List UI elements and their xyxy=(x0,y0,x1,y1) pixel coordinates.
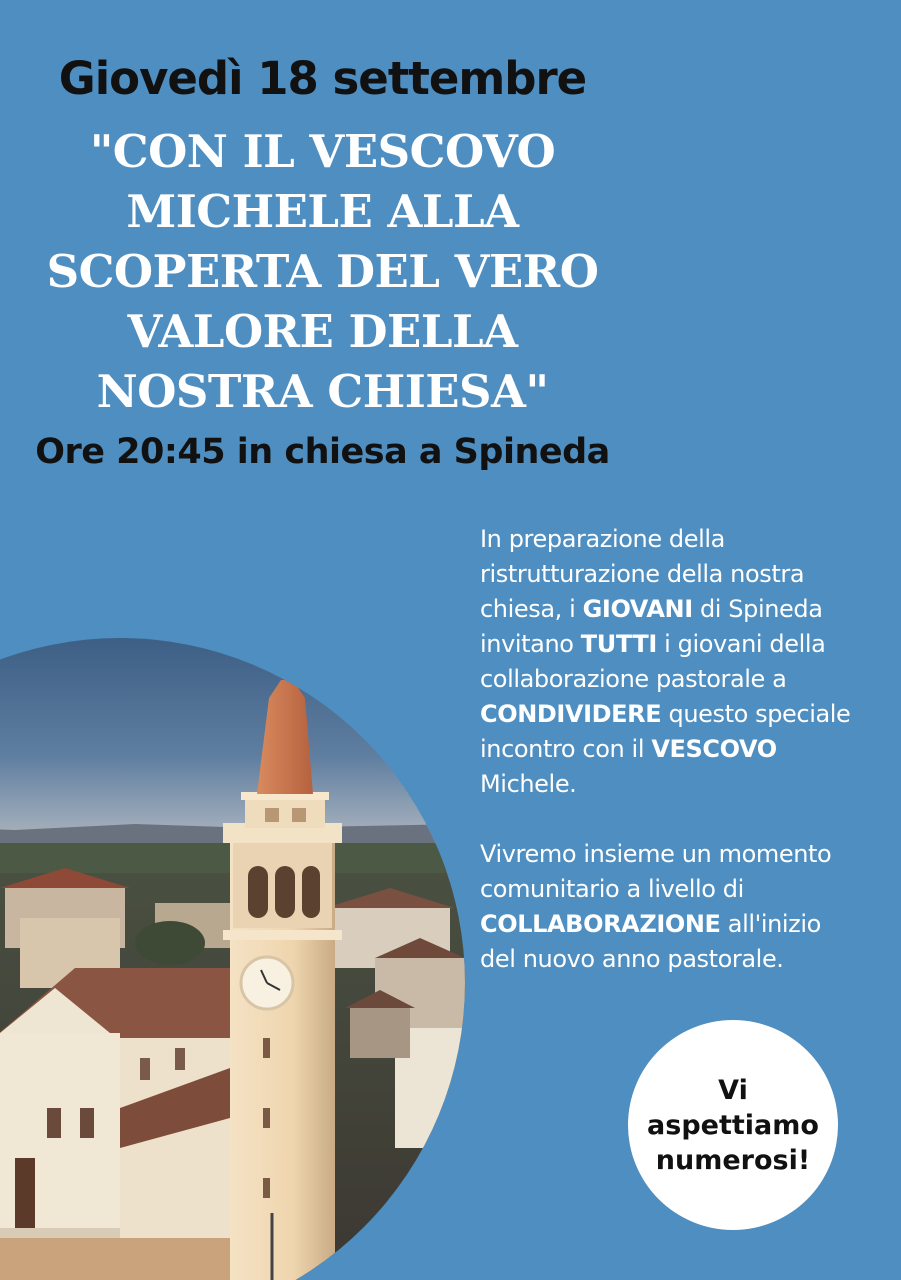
event-title xyxy=(30,122,615,422)
description-line: Michele. xyxy=(480,770,577,798)
title-line: NOSTRA CHIESA" xyxy=(96,365,549,418)
description-line: CONDIVIDERE questo speciale xyxy=(480,700,851,728)
invitation-badge xyxy=(628,1020,838,1230)
title-line: MICHELE ALLA xyxy=(126,185,519,238)
description-line: collaborazione pastorale a xyxy=(480,665,787,693)
church-photo xyxy=(0,638,465,1280)
event-time-place: Ore 20:45 in chiesa a Spineda xyxy=(35,432,610,472)
title-line: SCOPERTA DEL VERO xyxy=(46,245,599,298)
description-line: invitano TUTTI i giovani della xyxy=(480,630,826,658)
description-line: incontro con il VESCOVO xyxy=(480,735,777,763)
description-line: del nuovo anno pastorale. xyxy=(480,945,784,973)
title-line: VALORE DELLA xyxy=(127,305,518,358)
title-line: "CON IL VESCOVO xyxy=(89,125,556,178)
badge-text: Vi aspettiamo numerosi! xyxy=(647,1074,819,1176)
description-line: In preparazione della xyxy=(480,525,725,553)
description-line: ristrutturazione della nostra xyxy=(480,560,805,588)
event-description xyxy=(480,522,890,977)
description-line: COLLABORAZIONE all'inizio xyxy=(480,910,821,938)
church-bell-tower-illustration xyxy=(0,638,465,1280)
description-line: comunitario a livello di xyxy=(480,875,744,903)
event-date: Giovedì 18 settembre xyxy=(58,52,587,105)
description-line: Vivremo insieme un momento xyxy=(480,840,832,868)
description-line: chiesa, i GIOVANI di Spineda xyxy=(480,595,823,623)
